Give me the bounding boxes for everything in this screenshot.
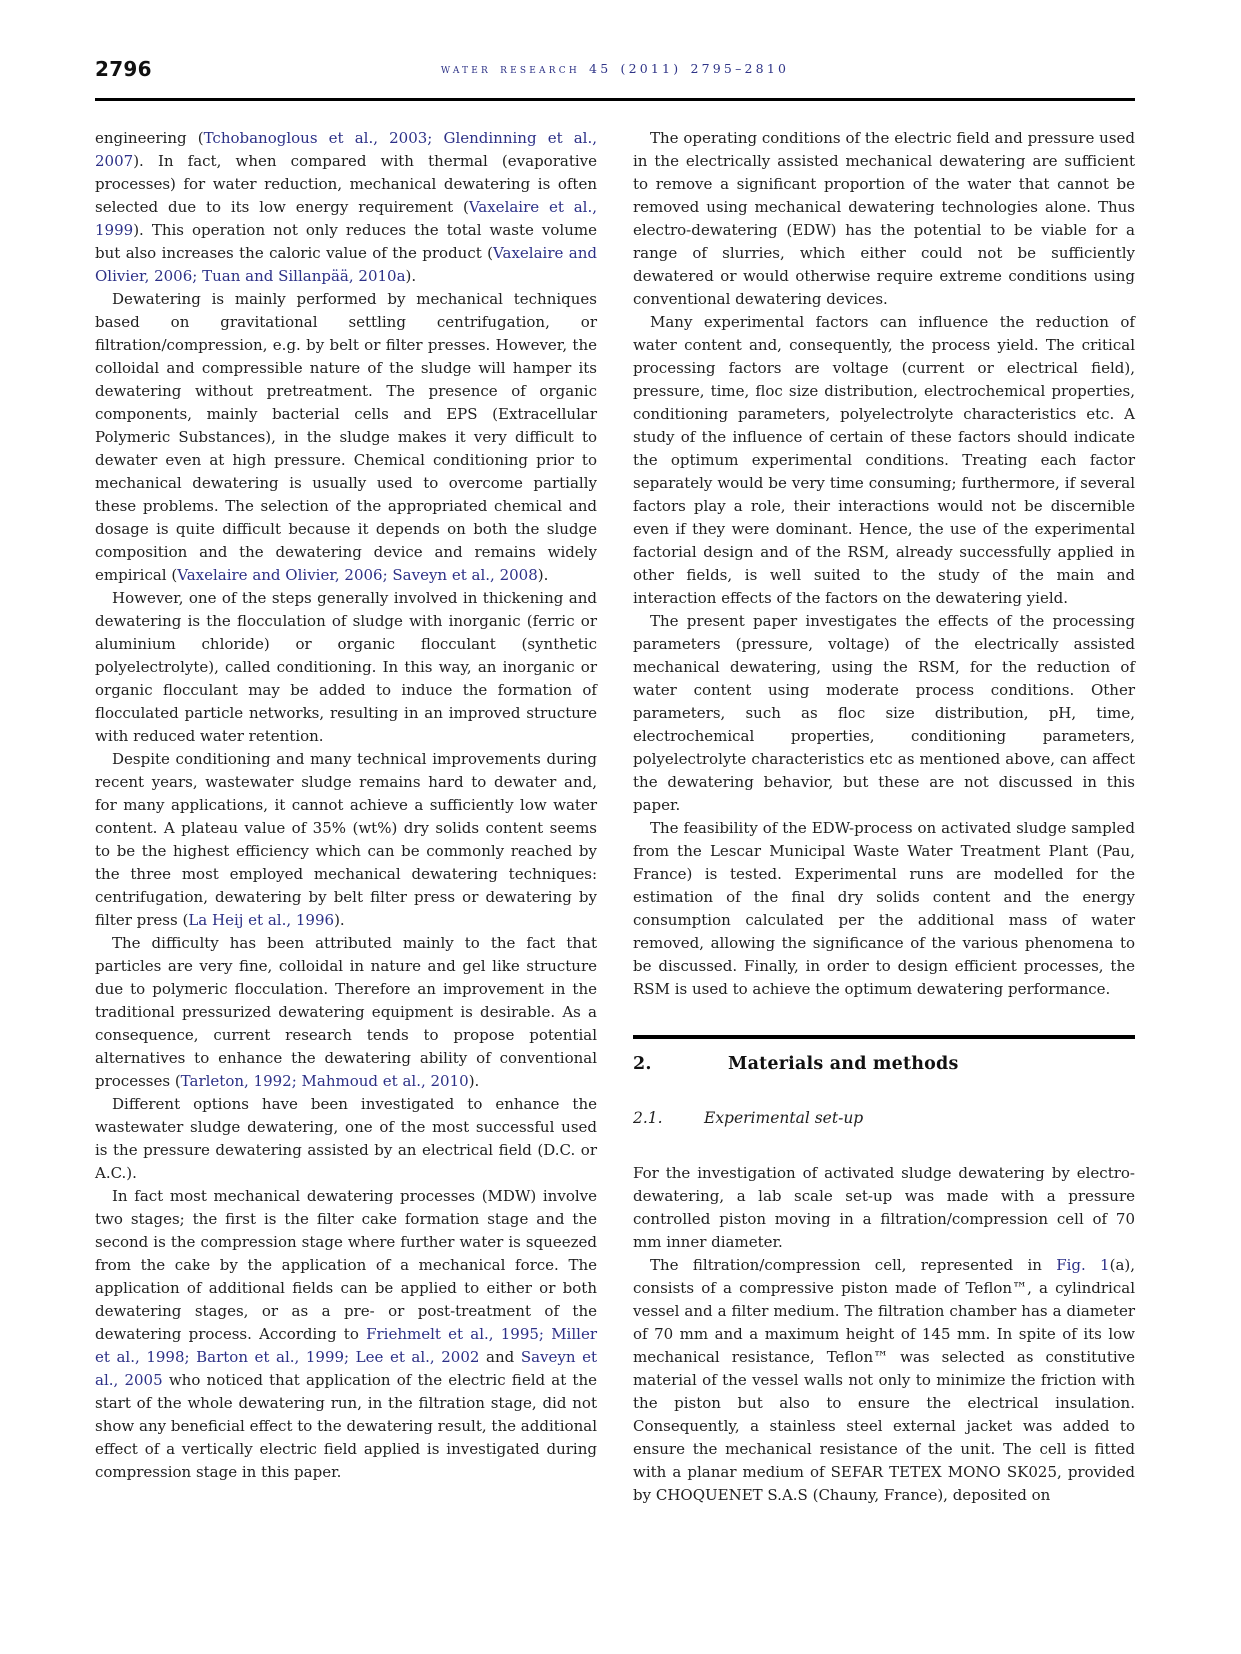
text-run: The difficulty has been attributed mainly to the fact that particles are very fine, colloidal in nature and gel like structure due to polymeric flocculation. Therefore an improvement in the traditional pressurized dewatering equipment is desirable. As a consequence, current research tends to propose potential alternatives to enhance the dewatering ability of conventional processes (: [95, 934, 597, 1090]
section-heading: [633, 1052, 1135, 1076]
paragraph: [95, 1185, 597, 1484]
text-run: and: [479, 1348, 521, 1366]
subsection-heading: [633, 1107, 1135, 1129]
text-run: ).: [537, 566, 549, 584]
paragraph: [95, 587, 597, 748]
paragraph: [95, 1093, 597, 1185]
text-run: For the investigation of activated sludge dewatering by electro-dewatering, a lab scale set-up was made with a pressure controlled piston moving in a filtration/compression cell of 70 mm inner diameter.: [633, 1164, 1135, 1251]
text-run: The present paper investigates the effects of the processing parameters (pressure, voltage) of the electrically assisted mechanical dewatering, using the RSM, for the reduction of water content using moderate process conditions. Other parameters, such as floc size distribution, pH, time, electrochemical properties, conditioning parameters, polyelectrolyte characteristics etc as mentioned above, can affect the dewatering behavior, but these are not discussed in this paper.: [633, 612, 1135, 814]
citation-link[interactable]: Friehmelt et al., 1995; Miller et al., 1998; Barton et al., 1999; Lee et al., 2002: [95, 1325, 597, 1366]
paragraph: [95, 288, 597, 587]
paragraph: [633, 1162, 1135, 1254]
citation-link[interactable]: Saveyn et al., 2005: [95, 1348, 597, 1389]
paragraph: [95, 127, 597, 288]
text-run: ).: [334, 911, 345, 929]
text-run: ).: [405, 267, 417, 285]
text-run: Many experimental factors can influence the reduction of water content and, consequently, the process yield. The critical processing factors are voltage (current or electrical field), pressure, time, floc size distribution, electrochemical properties, conditioning parameters, polyelectrolyte characteristics etc. A study of the influence of certain of these factors should indicate the optimum experimental conditions. Treating each factor separately would be very time consuming; furthermore, if several factors play a role, their interactions would not be discernible even if they were dominant. Hence, the use of the experimental factorial design and of the RSM, already successfully applied in other fields, is well suited to the study of the main and interaction effects of the factors on the dewatering yield.: [633, 313, 1135, 607]
text-run: ). In fact, when compared with thermal (evaporative processes) for water reduction, mechanical dewatering is often selected due to its low energy requirement (: [95, 152, 597, 216]
text-run: ). This operation not only reduces the total waste volume but also increases the caloric value of the product (: [95, 221, 597, 262]
text-run: Dewatering is mainly performed by mechanical techniques based on gravitational settling centrifugation, or filtration/compression, e.g. by belt or filter presses. However, the colloidal and compressible nature of the sludge will hamper its dewatering without pretreatment. The presence of organic components, mainly bacterial cells and EPS (Extracellular Polymeric Substances), in the sludge makes it very difficult to dewater even at high pressure. Chemical conditioning prior to mechanical dewatering is usually used to overcome partially these problems. The selection of the appropriated chemical and dosage is quite difficult because it depends on both the sludge composition and the dewatering device and remains widely empirical (: [95, 290, 597, 584]
text-run: In fact most mechanical dewatering processes (MDW) involve two stages; the first is the filter cake formation stage and the second is the compression stage where further water is squeezed from the cake by the application of a mechanical force. The application of additional fields can be applied to either or both dewatering stages, or as a pre- or post-treatment of the dewatering process. According to: [95, 1187, 597, 1343]
paragraph: [633, 127, 1135, 311]
text-run: who noticed that application of the electric field at the start of the whole dewatering run, in the filtration stage, did not show any beneficial effect to the dewatering result, the additional effect of a vertically electric field applied is investigated during compression stage in this paper.: [95, 1371, 597, 1481]
page-number: 2796: [95, 57, 152, 81]
paragraph: [633, 1254, 1135, 1507]
text-run: ).: [468, 1072, 480, 1090]
citation-link[interactable]: Vaxelaire and Olivier, 2006; Saveyn et al., 2008: [177, 566, 538, 584]
citation-link[interactable]: Vaxelaire et al., 1999: [95, 198, 597, 239]
paragraph: [633, 610, 1135, 817]
subsection-title: Experimental set-up: [704, 1109, 864, 1127]
figure-link[interactable]: Fig. 1: [1056, 1256, 1110, 1274]
text-run: The filtration/compression cell, represented in: [650, 1256, 1057, 1274]
text-run: Different options have been investigated to enhance the wastewater sludge dewatering, one of the most successful used is the pressure dewatering assisted by an electrical field (D.C. or A.C.).: [95, 1095, 597, 1182]
paragraph: [95, 748, 597, 932]
paragraph: [633, 817, 1135, 1001]
right-column: [633, 127, 1135, 1507]
text-run: The feasibility of the EDW-process on activated sludge sampled from the Lescar Municipal Waste Water Treatment Plant (Pau, France) is tested. Experimental runs are modelled for the estimation of the final dry solids content and the energy consumption calculated per the additional mass of water removed, allowing the significance of the various phenomena to be discussed. Finally, in order to design efficient processes, the RSM is used to achieve the optimum dewatering performance.: [633, 819, 1135, 998]
paragraph: [633, 311, 1135, 610]
citation-link[interactable]: Vaxelaire and Olivier, 2006; Tuan and Sillanpää, 2010a: [95, 244, 597, 285]
section-title: Materials and methods: [728, 1054, 959, 1074]
citation-link[interactable]: Tchobanoglous et al., 2003; Glendinning et al., 2007: [95, 129, 598, 170]
journal-running-head: water research 45 (2011) 2795–2810: [440, 61, 790, 76]
citation-link[interactable]: La Heij et al., 1996: [188, 911, 335, 929]
page-header: [95, 57, 1135, 87]
text-run: Despite conditioning and many technical improvements during recent years, wastewater sludge remains hard to dewater and, for many applications, it cannot achieve a sufficiently low water content. A plateau value of 35% (wt%) dry solids content seems to be the highest efficiency which can be commonly reached by the three most employed mechanical dewatering techniques: centrifugation, dewatering by belt filter press or dewatering by filter press (: [95, 750, 597, 929]
left-column: [95, 127, 597, 1507]
text-run: The operating conditions of the electric field and pressure used in the electrically assisted mechanical dewatering are sufficient to remove a significant proportion of the water that cannot be removed using mechanical dewatering technologies alone. Thus electro-dewatering (EDW) has the potential to be viable for a range of slurries, which either could not be sufficiently dewatered or would otherwise require extreme conditions using conventional dewatering devices.: [633, 129, 1135, 308]
header-rule: [95, 98, 1135, 101]
article-body: [95, 127, 1135, 1507]
paragraph: [95, 932, 597, 1093]
text-run: However, one of the steps generally involved in thickening and dewatering is the flocculation of sludge with inorganic (ferric or aluminium chloride) or organic flocculant (synthetic polyelectrolyte), called conditioning. In this way, an inorganic or organic flocculant may be added to induce the formation of flocculated particle networks, resulting in an improved structure with reduced water retention.: [95, 589, 597, 745]
section-rule: [633, 1035, 1135, 1039]
section-number: 2.: [633, 1054, 652, 1074]
subsection-number: 2.1.: [633, 1109, 663, 1127]
text-run: (a), consists of a compressive piston made of Teflon™, a cylindrical vessel and a filter medium. The filtration chamber has a diameter of 70 mm and a maximum height of 145 mm. In spite of its low mechanical resistance, Teflon™ was selected as constitutive material of the vessel walls not only to minimize the friction with the piston but also to ensure the electrical insulation. Consequently, a stainless steel external jacket was added to ensure the mechanical resistance of the unit. The cell is fitted with a planar medium of SEFAR TETEX MONO SK025, provided by CHOQUENET S.A.S (Chauny, France), deposited on: [633, 1256, 1136, 1504]
text-run: engineering (: [95, 129, 204, 147]
citation-link[interactable]: Tarleton, 1992; Mahmoud et al., 2010: [180, 1072, 469, 1090]
